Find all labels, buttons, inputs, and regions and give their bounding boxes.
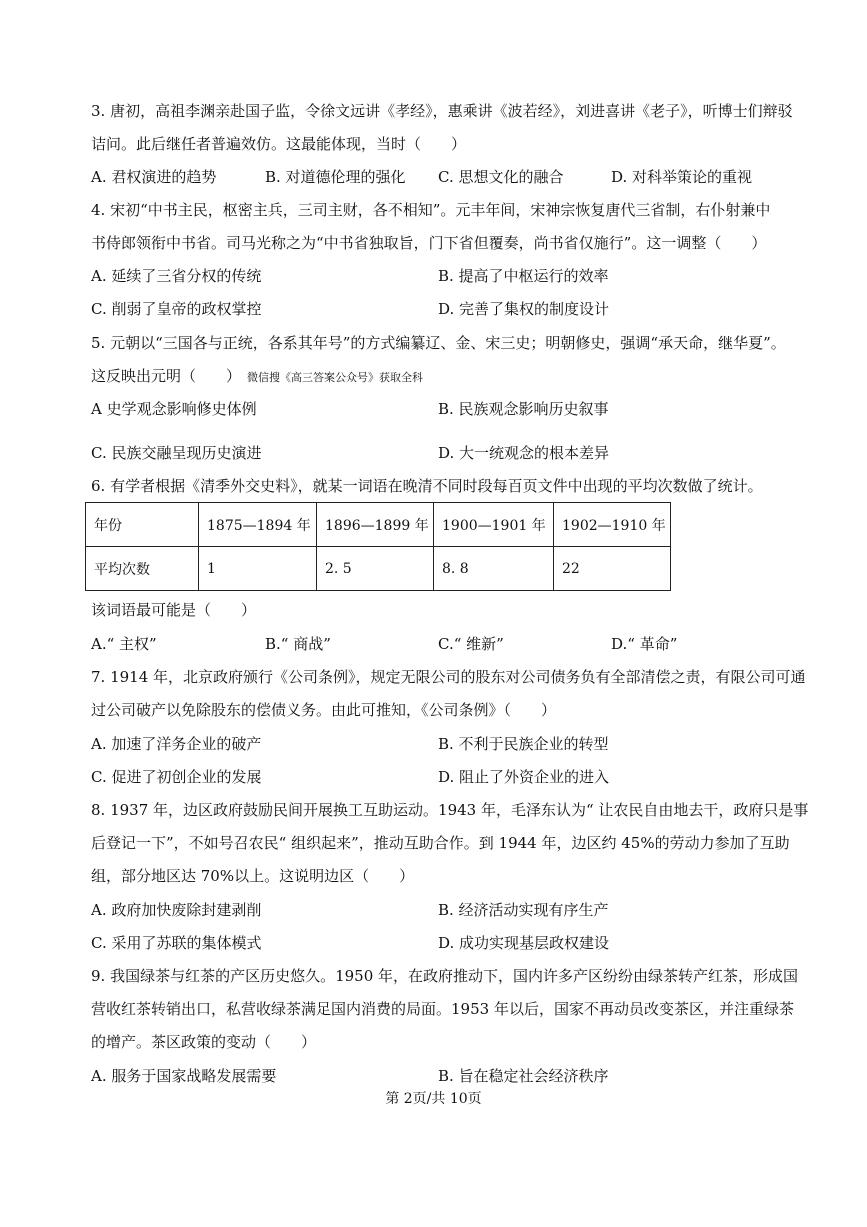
q6-option-a: A.“ 主权” [91, 635, 157, 653]
table-header-row [86, 503, 671, 547]
q4-option-a: A. 延续了三省分权的传统 [91, 267, 262, 285]
q4-stem-line-1: 4. 宋初“中书主民，枢密主兵，三司主财，各不相知”。元丰年间，宋神宗恢复唐代三省制，右仆射兼中 [91, 201, 771, 219]
q4-stem-line-2: 书侍郎领衔中书省。司马光称之为“中书省独取旨，门下省但覆奏，尚书省仅施行”。这一调整（ ） [91, 234, 767, 252]
q8-option-c: C. 采用了苏联的集体模式 [91, 934, 262, 952]
q7-stem-line-2: 过公司破产以免除股东的偿债义务。由此可推知，《公司条例》（ ） [91, 701, 557, 719]
table-cell: 1902—1910 年 [554, 503, 671, 547]
q6-question: 该词语最可能是（ ） [91, 601, 257, 619]
table-cell: 22 [554, 547, 671, 591]
q7-option-a: A. 加速了洋务企业的破产 [91, 735, 262, 753]
q4-option-c: C. 削弱了皇帝的政权掌控 [91, 300, 262, 318]
q3-option-a: A. 君权演进的趋势 [91, 168, 217, 186]
page-number: 第 2页/共 10页 [385, 1091, 482, 1107]
q6-option-b: B.“ 商战” [265, 635, 331, 653]
q3-option-d: D. 对科举策论的重视 [611, 168, 753, 186]
q8-stem-line-1: 8. 1937 年，边区政府鼓励民间开展换工互助运动。1943 年，毛泽东认为“ 让农民自由地去干，政府只是事 [91, 801, 809, 819]
q8-stem-line-3: 组，部分地区达 70%以上。这说明边区（ ） [91, 867, 415, 885]
q5-option-b: B. 民族观念影响历史叙事 [438, 400, 609, 418]
q5-option-d: D. 大一统观念的根本差异 [438, 444, 610, 462]
q8-option-b: B. 经济活动实现有序生产 [438, 901, 609, 919]
watermark-note: 微信搜《高三答案公众号》获取全科 [247, 371, 424, 384]
table-row [86, 547, 671, 591]
q5-option-c: C. 民族交融呈现历史演进 [91, 444, 262, 462]
q8-stem-line-2: 后登记一下”，不如号召农民“ 组织起来”，推动互助合作。到 1944 年，边区约 45%的劳动力参加了互助 [91, 834, 790, 852]
q5-option-a: A 史学观念影响修史体例 [91, 400, 257, 418]
table-cell: 年份 [86, 503, 199, 547]
q6-stem-line-1: 6. 有学者根据《清季外交史料》，就某一词语在晚清不同时段每百页文件中出现的平均次数做了统计。 [91, 477, 763, 495]
q5-stem-line-2 [91, 366, 423, 388]
q3-stem-line-2: 诘问。此后继任者普遍效仿。这最能体现，当时（ ） [91, 135, 467, 153]
table-cell: 8. 8 [434, 547, 554, 591]
q7-option-d: D. 阻止了外资企业的进入 [438, 768, 610, 786]
q4-option-b: B. 提高了中枢运行的效率 [438, 267, 609, 285]
q3-option-c: C. 思想文化的融合 [438, 168, 564, 186]
q9-stem-line-3: 的增产。茶区政策的变动（ ） [91, 1033, 317, 1051]
q9-option-b: B. 旨在稳定社会经济秩序 [438, 1067, 609, 1085]
frequency-table [85, 502, 671, 591]
table-cell: 1900—1901 年 [434, 503, 554, 547]
q6-option-d: D.“ 革命” [611, 635, 678, 653]
table-cell: 1 [199, 547, 317, 591]
table-cell: 1896—1899 年 [317, 503, 434, 547]
q6-option-c: C.“ 维新” [438, 635, 504, 653]
q9-stem-line-2: 营收红茶转销出口，私营收绿茶满足国内消费的局面。1953 年以后，国家不再动员改变茶区，并注重绿茶 [91, 1000, 794, 1018]
table-cell: 2. 5 [317, 547, 434, 591]
q7-option-c: C. 促进了初创企业的发展 [91, 768, 262, 786]
q5-stem-line-1: 5. 元朝以“三国各与正统，各系其年号”的方式编纂辽、金、宋三史；明朝修史，强调“承天命，继华夏”。 [91, 334, 786, 352]
q3-stem-line-1: 3. 唐初，高祖李渊亲赴国子监，令徐文远讲《孝经》，惠乘讲《波若经》，刘进喜讲《老子》，听博士们辩驳 [91, 102, 793, 120]
q8-option-a: A. 政府加快废除封建剥削 [91, 901, 262, 919]
q7-option-b: B. 不利于民族企业的转型 [438, 735, 609, 753]
q7-stem-line-1: 7. 1914 年，北京政府颁行《公司条例》，规定无限公司的股东对公司债务负有全部清偿之责，有限公司可通 [91, 668, 806, 686]
q5-stem-text: 这反映出元明（ ） [91, 367, 242, 385]
q8-option-d: D. 成功实现基层政权建设 [438, 934, 610, 952]
table-cell: 平均次数 [86, 547, 199, 591]
q9-stem-line-1: 9. 我国绿茶与红茶的产区历史悠久。1950 年，在政府推动下，国内许多产区纷纷由绿茶转产红茶，形成国 [91, 967, 799, 985]
table-cell: 1875—1894 年 [199, 503, 317, 547]
q3-option-b: B. 对道德伦理的强化 [265, 168, 406, 186]
q9-option-a: A. 服务于国家战略发展需要 [91, 1067, 277, 1085]
q4-option-d: D. 完善了集权的制度设计 [438, 300, 610, 318]
